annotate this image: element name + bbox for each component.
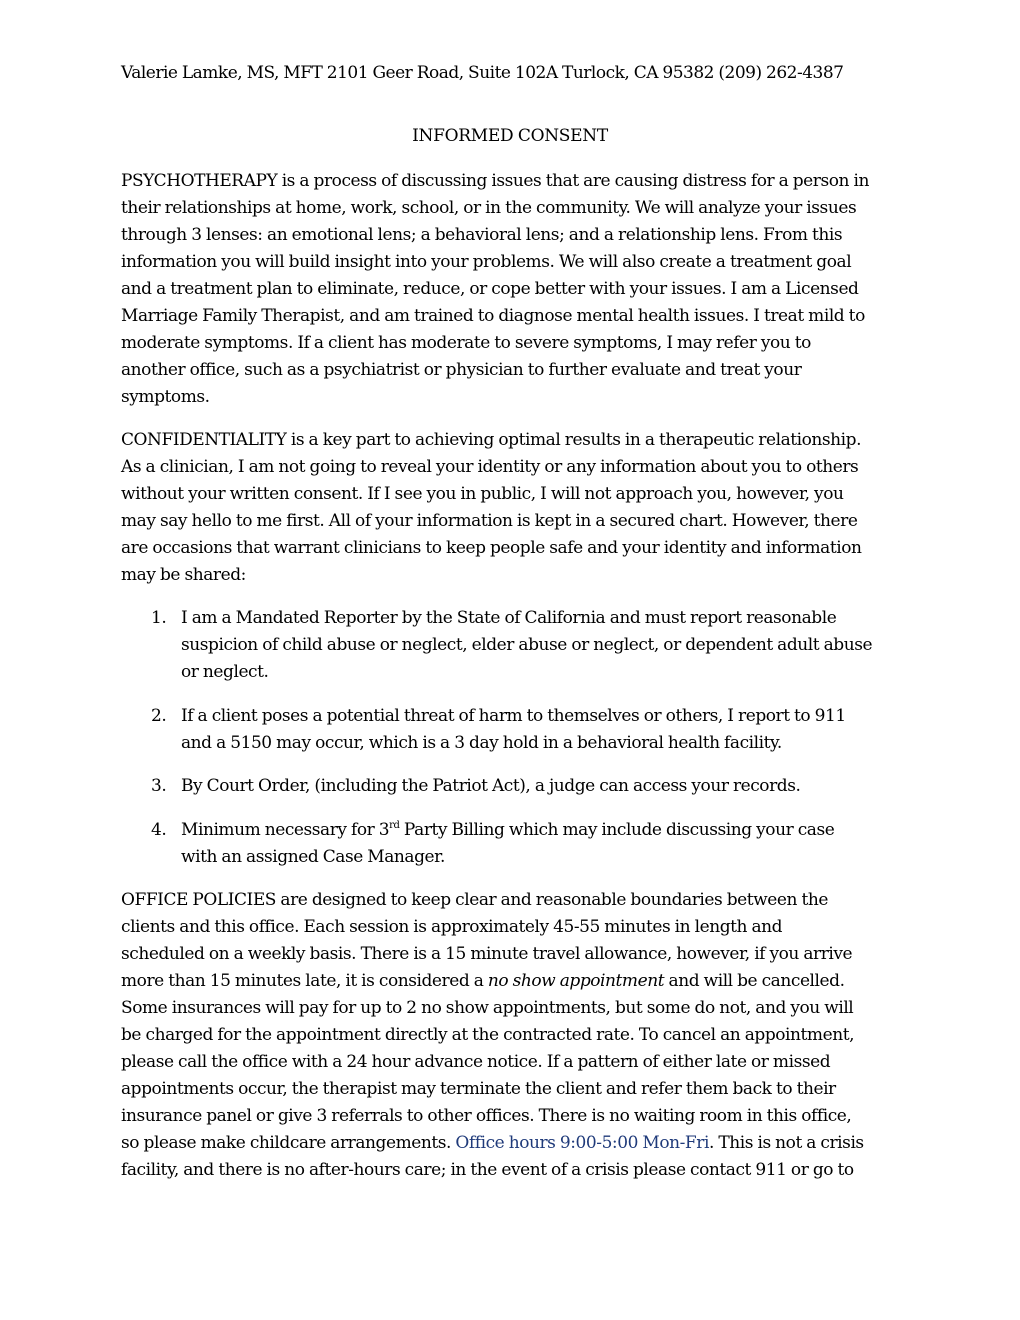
- text-run: . This is not a crisis: [708, 1133, 864, 1153]
- list-item-line: By Court Order, (including the Patriot Act), a judge can access your records.: [181, 776, 801, 796]
- paragraph-line: insurance panel or give 3 referrals to other offices. There is no waiting room in this office,: [121, 1106, 852, 1126]
- list-number: 2.: [151, 706, 167, 726]
- list-item-line: If a client poses a potential threat of harm to themselves or others, I report to 911: [181, 706, 846, 726]
- paragraph-line: [121, 971, 845, 991]
- paragraph-line: another office, such as a psychiatrist or physician to further evaluate and treat your: [121, 360, 802, 380]
- list-item-line: with an assigned Case Manager.: [181, 847, 445, 867]
- paragraph-line: may be shared:: [121, 565, 246, 585]
- practitioner-contact-header: Valerie Lamke, MS, MFT 2101 Geer Road, Suite 102A Turlock, CA 95382 (209) 262-4387: [121, 63, 844, 83]
- paragraph-line: symptoms.: [121, 387, 210, 407]
- text-run: Minimum necessary for 3: [181, 820, 390, 840]
- paragraph-line: through 3 lenses: an emotional lens; a behavioral lens; and a relationship lens. From this: [121, 225, 843, 245]
- paragraph-line: please call the office with a 24 hour advance notice. If a pattern of either late or missed: [121, 1052, 831, 1072]
- paragraph-line: facility, and there is no after-hours care; in the event of a crisis please contact 911 or go to: [121, 1160, 854, 1180]
- paragraph-line: and a treatment plan to eliminate, reduce, or cope better with your issues. I am a Licensed: [121, 279, 859, 299]
- paragraph-line: clients and this office. Each session is approximately 45-55 minutes in length and: [121, 917, 783, 937]
- paragraph-line: be charged for the appointment directly at the contracted rate. To cancel an appointment,: [121, 1025, 855, 1045]
- paragraph-line: OFFICE POLICIES are designed to keep clear and reasonable boundaries between the: [121, 890, 828, 910]
- paragraph-line: their relationships at home, work, school, or in the community. We will analyze your issues: [121, 198, 857, 218]
- office-hours-text: Office hours 9:00-5:00 Mon-Fri: [455, 1133, 709, 1153]
- paragraph-line: [121, 1133, 864, 1153]
- list-item-line: and a 5150 may occur, which is a 3 day hold in a behavioral health facility.: [181, 733, 782, 753]
- list-number: 4.: [151, 820, 167, 840]
- paragraph-line: moderate symptoms. If a client has moderate to severe symptoms, I may refer you to: [121, 333, 811, 353]
- list-number: 3.: [151, 776, 167, 796]
- paragraph-line: information you will build insight into your problems. We will also create a treatment goal: [121, 252, 852, 272]
- list-item-line: suspicion of child abuse or neglect, elder abuse or neglect, or dependent adult abuse: [181, 635, 873, 655]
- no-show-appointment-term: no show appointment: [487, 971, 665, 991]
- list-item-line: [181, 820, 834, 840]
- paragraph-line: Marriage Family Therapist, and am trained to diagnose mental health issues. I treat mild to: [121, 306, 865, 326]
- paragraph-line: CONFIDENTIALITY is a key part to achieving optimal results in a therapeutic relationship.: [121, 430, 862, 450]
- paragraph-line: appointments occur, the therapist may terminate the client and refer them back to their: [121, 1079, 836, 1099]
- list-number: 1.: [151, 608, 167, 628]
- paragraph-line: PSYCHOTHERAPY is a process of discussing issues that are causing distress for a person in: [121, 171, 869, 191]
- list-item-line: or neglect.: [181, 662, 269, 682]
- text-run: more than 15 minutes late, it is considered a: [121, 971, 488, 991]
- text-run: so please make childcare arrangements.: [121, 1133, 456, 1153]
- ordinal-superscript: rd: [389, 820, 400, 831]
- text-run: Party Billing which may include discussing your case: [399, 820, 835, 840]
- paragraph-line: may say hello to me first. All of your information is kept in a secured chart. However, there: [121, 511, 858, 531]
- paragraph-line: scheduled on a weekly basis. There is a 15 minute travel allowance, however, if you arrive: [121, 944, 853, 964]
- paragraph-line: Some insurances will pay for up to 2 no show appointments, but some do not, and you will: [121, 998, 854, 1018]
- paragraph-line: without your written consent. If I see you in public, I will not approach you, however, you: [121, 484, 844, 504]
- document-title: INFORMED CONSENT: [412, 126, 608, 146]
- paragraph-line: As a clinician, I am not going to reveal your identity or any information about you to others: [121, 457, 859, 477]
- text-run: and will be cancelled.: [664, 971, 845, 991]
- paragraph-line: are occasions that warrant clinicians to keep people safe and your identity and information: [121, 538, 862, 558]
- list-item-line: I am a Mandated Reporter by the State of California and must report reasonable: [181, 608, 837, 628]
